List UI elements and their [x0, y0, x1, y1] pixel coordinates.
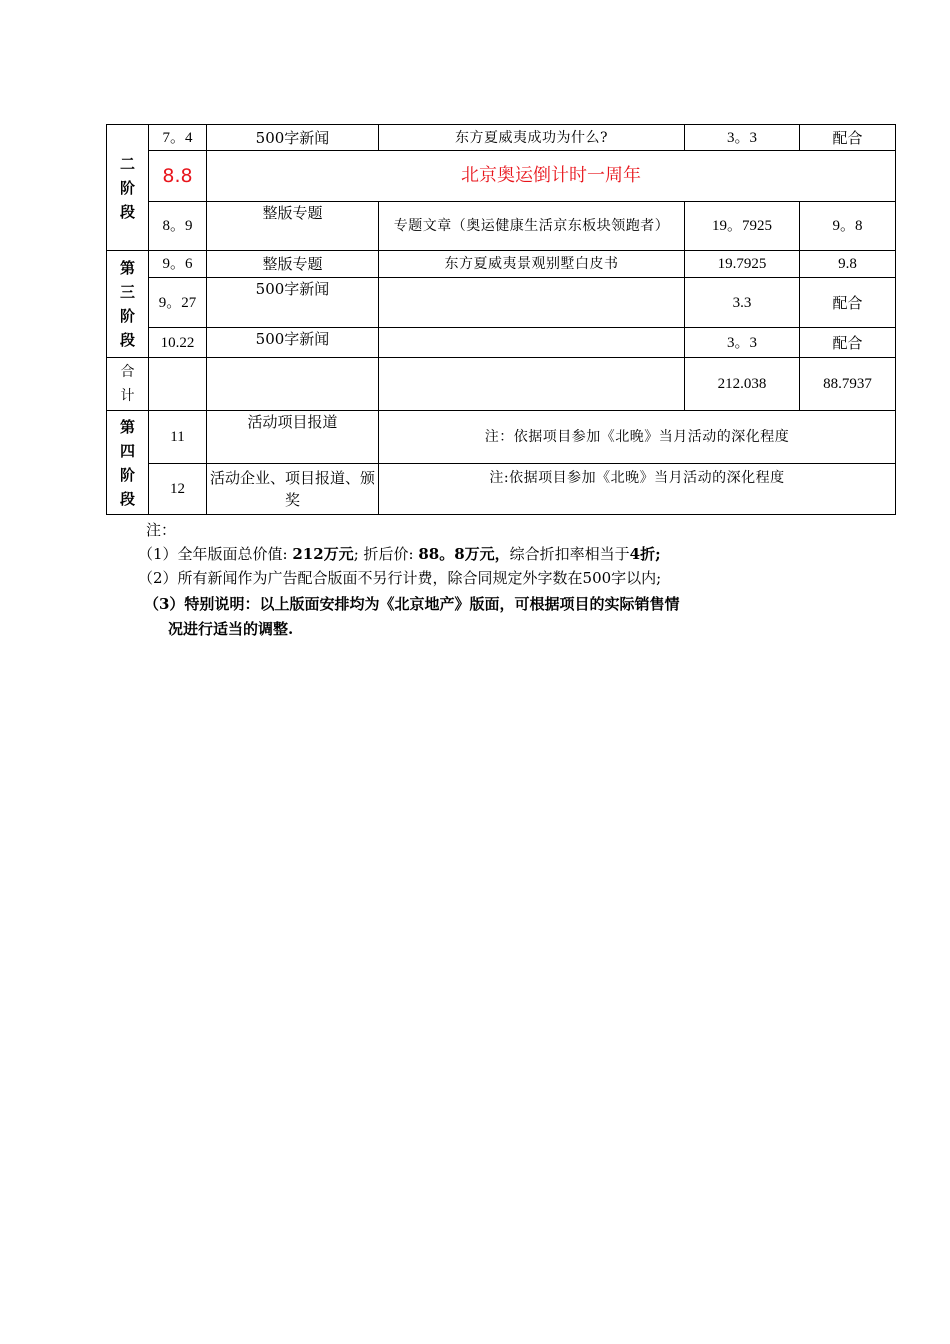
- note-line-3b: 况进行适当的调整.: [168, 620, 294, 638]
- content-cell: 东方夏威夷成功为什么?: [379, 125, 685, 151]
- price-cell: 3。3: [685, 328, 800, 358]
- date-cell: 9。6: [149, 251, 207, 278]
- note-line-3a: （3）特别说明：以上版面安排均为《北京地产》版面，可根据项目的实际销售情: [144, 595, 680, 613]
- note-discount-rate: 4折;: [629, 545, 661, 563]
- note-cell: 注：依据项目参加《北晚》当月活动的深化程度: [379, 411, 896, 464]
- stage-char: 三: [119, 283, 135, 301]
- type-cell: 活动项目报道: [207, 411, 379, 464]
- note-text: ; 折后价:: [353, 545, 419, 563]
- price-cell: 19.7925: [685, 251, 800, 278]
- table-row: [107, 328, 896, 358]
- note-line-1: [138, 542, 661, 566]
- note-text: （1）全年版面总价值:: [138, 545, 293, 563]
- stage-4-label: [107, 411, 149, 515]
- stage-char: 阶: [119, 178, 135, 197]
- type-cell: 500字新闻: [207, 278, 379, 328]
- stage-char: 二: [119, 154, 135, 173]
- stage-2-label: [107, 125, 149, 251]
- table-row: [107, 125, 896, 151]
- stage-char: 阶: [119, 465, 135, 484]
- type-cell: 活动企业、项目报道、颁奖: [207, 464, 379, 515]
- content-cell: 专题文章（奥运健康生活京东板块领跑者）: [379, 202, 685, 251]
- type-cell: 整版专题: [207, 202, 379, 251]
- stage-char: 四: [119, 441, 135, 460]
- stage-char: 阶: [119, 307, 135, 325]
- content-cell: [379, 328, 685, 358]
- total-char: 合: [120, 364, 135, 380]
- table-row: [107, 202, 896, 251]
- stage-char: 第: [119, 417, 135, 436]
- media-schedule-table: [106, 124, 896, 515]
- stage-char: 段: [119, 489, 135, 508]
- price-cell: 19。7925: [685, 202, 800, 251]
- discount-cell: 9。8: [800, 202, 896, 251]
- date-cell-highlight: 8.8: [149, 151, 207, 202]
- total-char: 计: [120, 388, 135, 404]
- type-cell: 整版专题: [207, 251, 379, 278]
- type-cell: 500字新闻: [207, 125, 379, 151]
- table-row: [107, 151, 896, 202]
- note-cell: 注:依据项目参加《北晚》当月活动的深化程度: [379, 464, 896, 515]
- note-discounted-value: 88。8万元，: [418, 545, 510, 563]
- date-cell: 8。9: [149, 202, 207, 251]
- discount-cell: 配合: [800, 328, 896, 358]
- stage-3-label: [107, 251, 149, 358]
- table-row: [107, 411, 896, 464]
- stage-char: 段: [119, 331, 135, 349]
- notes-heading: 注：: [146, 521, 177, 539]
- total-label: [107, 358, 149, 411]
- note-line-2: （2）所有新闻作为广告配合版面不另行计费，除合同规定外字数在500字以内;: [138, 569, 662, 587]
- date-cell: 12: [149, 464, 207, 515]
- empty-cell: [207, 358, 379, 411]
- total-price-cell: 212.038: [685, 358, 800, 411]
- date-cell: 7。4: [149, 125, 207, 151]
- content-cell: 东方夏威夷景观别墅白皮书: [379, 251, 685, 278]
- price-cell: 3。3: [685, 125, 800, 151]
- content-cell: [379, 278, 685, 328]
- total-discount-cell: 88.7937: [800, 358, 896, 411]
- stage-char: 第: [119, 259, 135, 277]
- stage-char: 段: [119, 202, 135, 221]
- table-row-total: [107, 358, 896, 411]
- event-cell: 北京奥运倒计时一周年: [207, 151, 896, 202]
- note-text: 综合折扣率相当于: [509, 545, 630, 563]
- discount-cell: 配合: [800, 278, 896, 328]
- discount-cell: 配合: [800, 125, 896, 151]
- empty-cell: [379, 358, 685, 411]
- note-total-value: 212万元: [292, 545, 354, 563]
- table-row: [107, 278, 896, 328]
- empty-cell: [149, 358, 207, 411]
- discount-cell: 9.8: [800, 251, 896, 278]
- type-cell: 500字新闻: [207, 328, 379, 358]
- table-row: [107, 251, 896, 278]
- date-cell: 11: [149, 411, 207, 464]
- date-cell: 9。27: [149, 278, 207, 328]
- table-row: [107, 464, 896, 515]
- date-cell: 10.22: [149, 328, 207, 358]
- price-cell: 3.3: [685, 278, 800, 328]
